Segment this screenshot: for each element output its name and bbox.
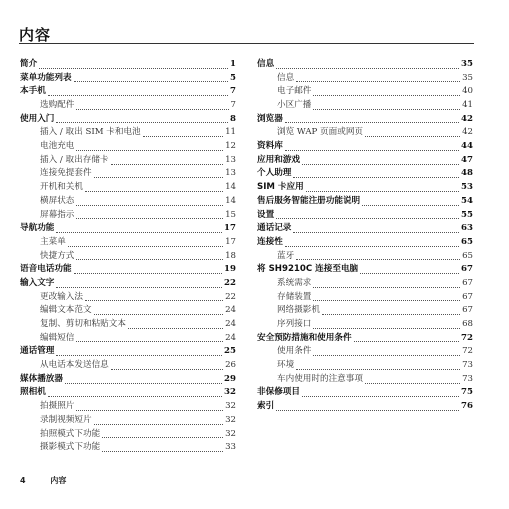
toc-entry-page: 24 [225,332,236,343]
toc-dot-leader [76,109,228,110]
toc-entry-page: 67 [461,264,473,275]
toc-dot-leader [365,136,460,137]
toc-entry-page: 41 [462,100,473,111]
toc-entry-title: 导航功能 [20,223,55,234]
toc-entry-title: 非保修项目 [257,387,300,398]
toc-entry-title: 个人助理 [257,168,292,179]
toc-dot-leader [354,341,459,342]
toc-entry[interactable] [257,318,473,332]
toc-entry[interactable] [20,154,236,168]
toc-entry-title: 开机和关机 [40,182,83,193]
toc-entry-title: 录制视频短片 [40,414,92,425]
toc-entry[interactable] [257,277,473,291]
toc-right-column [257,58,473,414]
toc-entry-page: 14 [225,195,236,206]
toc-entry-page: 7 [230,86,236,97]
toc-entry-title: 系统需求 [277,277,312,288]
toc-entry-page: 7 [230,100,236,111]
toc-entry-title: 菜单功能列表 [20,72,72,83]
toc-entry[interactable] [20,168,236,182]
toc-entry-title: 选购配件 [40,100,75,111]
toc-entry-title: 编辑短信 [40,332,75,343]
toc-entry[interactable] [20,291,236,305]
toc-entry-title: 蓝牙 [277,250,295,261]
page-title: 内容 [19,26,52,44]
toc-entry[interactable] [20,222,236,236]
toc-entry-page: 33 [225,442,236,453]
toc-entry-title: 连接免提套件 [40,168,92,179]
toc-entry-title: 从电话本发送信息 [40,360,109,371]
toc-entry[interactable] [257,400,473,414]
footer-page-number: 4 [20,476,26,485]
toc-entry-title: 浏览器 [257,113,283,124]
toc-dot-leader [76,410,223,411]
toc-entry-page: 5 [230,72,236,83]
toc-entry-title: 语音电话功能 [20,264,72,275]
toc-entry-page: 68 [462,319,473,330]
toc-entry[interactable] [20,400,236,414]
toc-entry-title: 环境 [277,360,295,371]
toc-entry-page: 18 [225,250,236,261]
toc-entry-page: 40 [462,86,473,97]
toc-dot-leader [296,369,460,370]
toc-entry-page: 29 [224,373,236,384]
toc-entry-title: 电子邮件 [277,86,312,97]
toc-entry-title: 信息 [257,58,275,69]
toc-dot-leader [111,164,224,165]
toc-dot-leader [276,410,459,411]
toc-entry-page: 14 [225,182,236,193]
toc-entry[interactable] [20,85,236,99]
toc-dot-leader [285,246,459,247]
toc-entry-title: 网络摄影机 [277,305,320,316]
toc-dot-leader [293,232,459,233]
toc-dot-leader [65,383,222,384]
toc-dot-leader [276,218,459,219]
toc-dot-leader [322,314,460,315]
toc-entry-page: 8 [230,113,236,124]
toc-dot-leader [74,81,228,82]
toc-entry-page: 35 [461,58,473,69]
toc-entry[interactable] [257,236,473,250]
toc-entry[interactable] [257,222,473,236]
toc-dot-leader [285,122,459,123]
toc-dot-leader [285,150,459,151]
toc-entry-page: 22 [224,277,236,288]
toc-dot-leader [302,164,459,165]
toc-entry[interactable] [20,441,236,455]
toc-entry[interactable] [20,414,236,428]
toc-entry-page: 42 [461,113,473,124]
toc-entry[interactable] [257,209,473,223]
toc-entry[interactable] [257,359,473,373]
toc-left-column [20,58,236,455]
toc-dot-leader [143,136,223,137]
toc-entry[interactable] [20,99,236,113]
toc-entry-title: 照相机 [20,387,46,398]
toc-entry[interactable] [257,85,473,99]
toc-entry-title: 连接性 [257,236,283,247]
toc-entry-page: 26 [225,360,236,371]
toc-dot-leader [76,259,223,260]
toc-dot-leader [362,205,459,206]
toc-dot-leader [85,300,223,301]
toc-entry[interactable] [257,345,473,359]
toc-dot-leader [39,68,228,69]
toc-entry-page: 48 [461,168,473,179]
toc-entry[interactable] [20,236,236,250]
toc-entry-page: 73 [462,373,473,384]
toc-entry-page: 11 [225,127,236,138]
toc-entry-title: 输入文字 [20,277,55,288]
toc-entry[interactable] [20,72,236,86]
toc-entry-title: 浏览 WAP 页面或网页 [277,127,364,138]
toc-entry-page: 13 [225,154,236,165]
toc-dot-leader [313,300,460,301]
toc-entry-page: 32 [225,428,236,439]
title-underline [19,43,474,44]
toc-entry[interactable] [257,99,473,113]
toc-entry-title: 屏幕指示 [40,209,75,220]
toc-entry-page: 44 [461,141,473,152]
toc-dot-leader [293,177,459,178]
page-footer [20,475,66,486]
toc-entry-title: 拍照模式下功能 [40,428,101,439]
toc-entry-title: 通话管理 [20,346,55,357]
toc-entry-title: 小区广播 [277,100,312,111]
toc-entry-page: 72 [461,332,473,343]
toc-dot-leader [76,205,223,206]
toc-entry[interactable] [257,387,473,401]
toc-dot-leader [94,314,223,315]
toc-entry-title: 应用和游戏 [257,154,300,165]
toc-entry-page: 67 [462,277,473,288]
toc-entry-title: 插入 / 取出存储卡 [40,154,109,165]
toc-entry[interactable] [257,373,473,387]
toc-dot-leader [360,273,459,274]
toc-entry-page: 25 [224,346,236,357]
toc-entry[interactable] [257,113,473,127]
toc-entry[interactable] [20,277,236,291]
toc-entry[interactable] [20,113,236,127]
toc-entry-page: 24 [225,305,236,316]
toc-entry-title: 复制、剪切和粘贴文本 [40,319,126,330]
toc-entry[interactable] [257,154,473,168]
toc-entry-title: 通话记录 [257,223,292,234]
toc-entry-page: 22 [225,291,236,302]
toc-dot-leader [111,369,223,370]
toc-dot-leader [48,95,228,96]
toc-entry-page: 1 [230,58,236,69]
toc-entry-title: 售后服务智能注册功能说明 [257,195,361,206]
toc-dot-leader [365,383,460,384]
toc-entry-title: 将 SH9210C 连接至电脑 [257,264,359,275]
toc-entry-title: 插入 / 取出 SIM 卡和电池 [40,127,141,138]
toc-dot-leader [56,122,228,123]
toc-dot-leader [302,396,459,397]
toc-entry[interactable] [20,373,236,387]
toc-entry-page: 67 [462,291,473,302]
toc-entry-page: 47 [461,154,473,165]
toc-dot-leader [48,396,222,397]
toc-dot-leader [56,232,222,233]
toc-entry[interactable] [20,263,236,277]
toc-entry[interactable] [257,181,473,195]
toc-entry[interactable] [20,250,236,264]
toc-entry-title: 使用条件 [277,346,312,357]
toc-entry-title: 安全预防措施和使用条件 [257,332,352,343]
toc-entry-page: 42 [462,127,473,138]
toc-entry[interactable] [20,428,236,442]
toc-dot-leader [76,218,223,219]
toc-entry-title: 更改输入法 [40,291,83,302]
toc-entry-title: 索引 [257,401,275,412]
toc-entry[interactable] [257,332,473,346]
toc-dot-leader [76,150,223,151]
toc-entry-title: 电池充电 [40,141,75,152]
toc-entry[interactable] [20,318,236,332]
footer-label: 内容 [50,476,67,485]
toc-entry[interactable] [257,168,473,182]
toc-entry-title: SIM 卡应用 [257,182,304,193]
toc-entry[interactable] [257,291,473,305]
toc-entry-page: 72 [462,346,473,357]
toc-entry[interactable] [20,140,236,154]
toc-entry-title: 设置 [257,209,275,220]
toc-entry-page: 32 [224,387,236,398]
toc-entry-title: 使用入门 [20,113,55,124]
toc-entry[interactable] [20,126,236,140]
toc-dot-leader [296,81,460,82]
toc-entry[interactable] [20,181,236,195]
toc-entry[interactable] [20,387,236,401]
toc-entry-page: 24 [225,319,236,330]
toc-entry[interactable] [20,359,236,373]
toc-dot-leader [56,355,222,356]
toc-entry-title: 车内使用时的注意事项 [277,373,363,384]
toc-dot-leader [313,355,460,356]
toc-entry[interactable] [257,304,473,318]
toc-entry-page: 65 [462,250,473,261]
toc-entry-title: 资料库 [257,141,283,152]
toc-dot-leader [276,68,459,69]
toc-entry[interactable] [20,58,236,72]
toc-entry[interactable] [257,72,473,86]
toc-entry[interactable] [20,304,236,318]
toc-entry-page: 17 [224,223,236,234]
toc-dot-leader [296,259,460,260]
toc-entry-page: 17 [225,236,236,247]
toc-entry-page: 67 [462,305,473,316]
toc-entry[interactable] [20,195,236,209]
toc-entry-page: 32 [225,401,236,412]
toc-dot-leader [94,177,223,178]
toc-dot-leader [128,328,223,329]
toc-entry[interactable] [257,263,473,277]
toc-entry-page: 12 [225,141,236,152]
toc-entry[interactable] [257,195,473,209]
toc-entry-title: 摄影模式下功能 [40,442,101,453]
toc-dot-leader [76,341,223,342]
toc-entry-page: 35 [462,72,473,83]
toc-dot-leader [74,273,222,274]
toc-entry-page: 55 [461,209,473,220]
toc-dot-leader [68,246,223,247]
toc-dot-leader [313,109,460,110]
toc-entry-page: 73 [462,360,473,371]
toc-entry-page: 76 [461,401,473,412]
toc-entry[interactable] [257,126,473,140]
toc-dot-leader [56,287,222,288]
toc-entry[interactable] [257,250,473,264]
toc-dot-leader [313,95,460,96]
toc-entry[interactable] [257,140,473,154]
toc-entry-page: 75 [461,387,473,398]
toc-entry[interactable] [257,58,473,72]
toc-entry-title: 简介 [20,58,38,69]
toc-entry-page: 53 [461,182,473,193]
toc-entry-title: 序列接口 [277,319,312,330]
toc-entry[interactable] [20,332,236,346]
toc-dot-leader [94,424,223,425]
toc-entry-title: 本手机 [20,86,46,97]
toc-entry-page: 63 [461,223,473,234]
toc-entry-title: 快捷方式 [40,250,75,261]
toc-entry-title: 存储装置 [277,291,312,302]
toc-entry-title: 拍摄照片 [40,401,75,412]
toc-entry-title: 编辑文本范文 [40,305,92,316]
toc-entry-page: 19 [224,264,236,275]
toc-entry-title: 信息 [277,72,295,83]
toc-entry-page: 15 [225,209,236,220]
toc-dot-leader [102,451,223,452]
toc-entry-page: 13 [225,168,236,179]
toc-entry-title: 媒体播放器 [20,373,63,384]
toc-dot-leader [306,191,459,192]
toc-dot-leader [313,328,460,329]
toc-entry-title: 横屏状态 [40,195,75,206]
toc-dot-leader [102,437,223,438]
toc-entry-page: 32 [225,414,236,425]
toc-entry[interactable] [20,209,236,223]
toc-entry-page: 65 [461,236,473,247]
toc-dot-leader [85,191,223,192]
toc-dot-leader [313,287,460,288]
toc-entry-title: 主菜单 [40,236,66,247]
toc-entry-page: 54 [461,195,473,206]
toc-entry[interactable] [20,345,236,359]
